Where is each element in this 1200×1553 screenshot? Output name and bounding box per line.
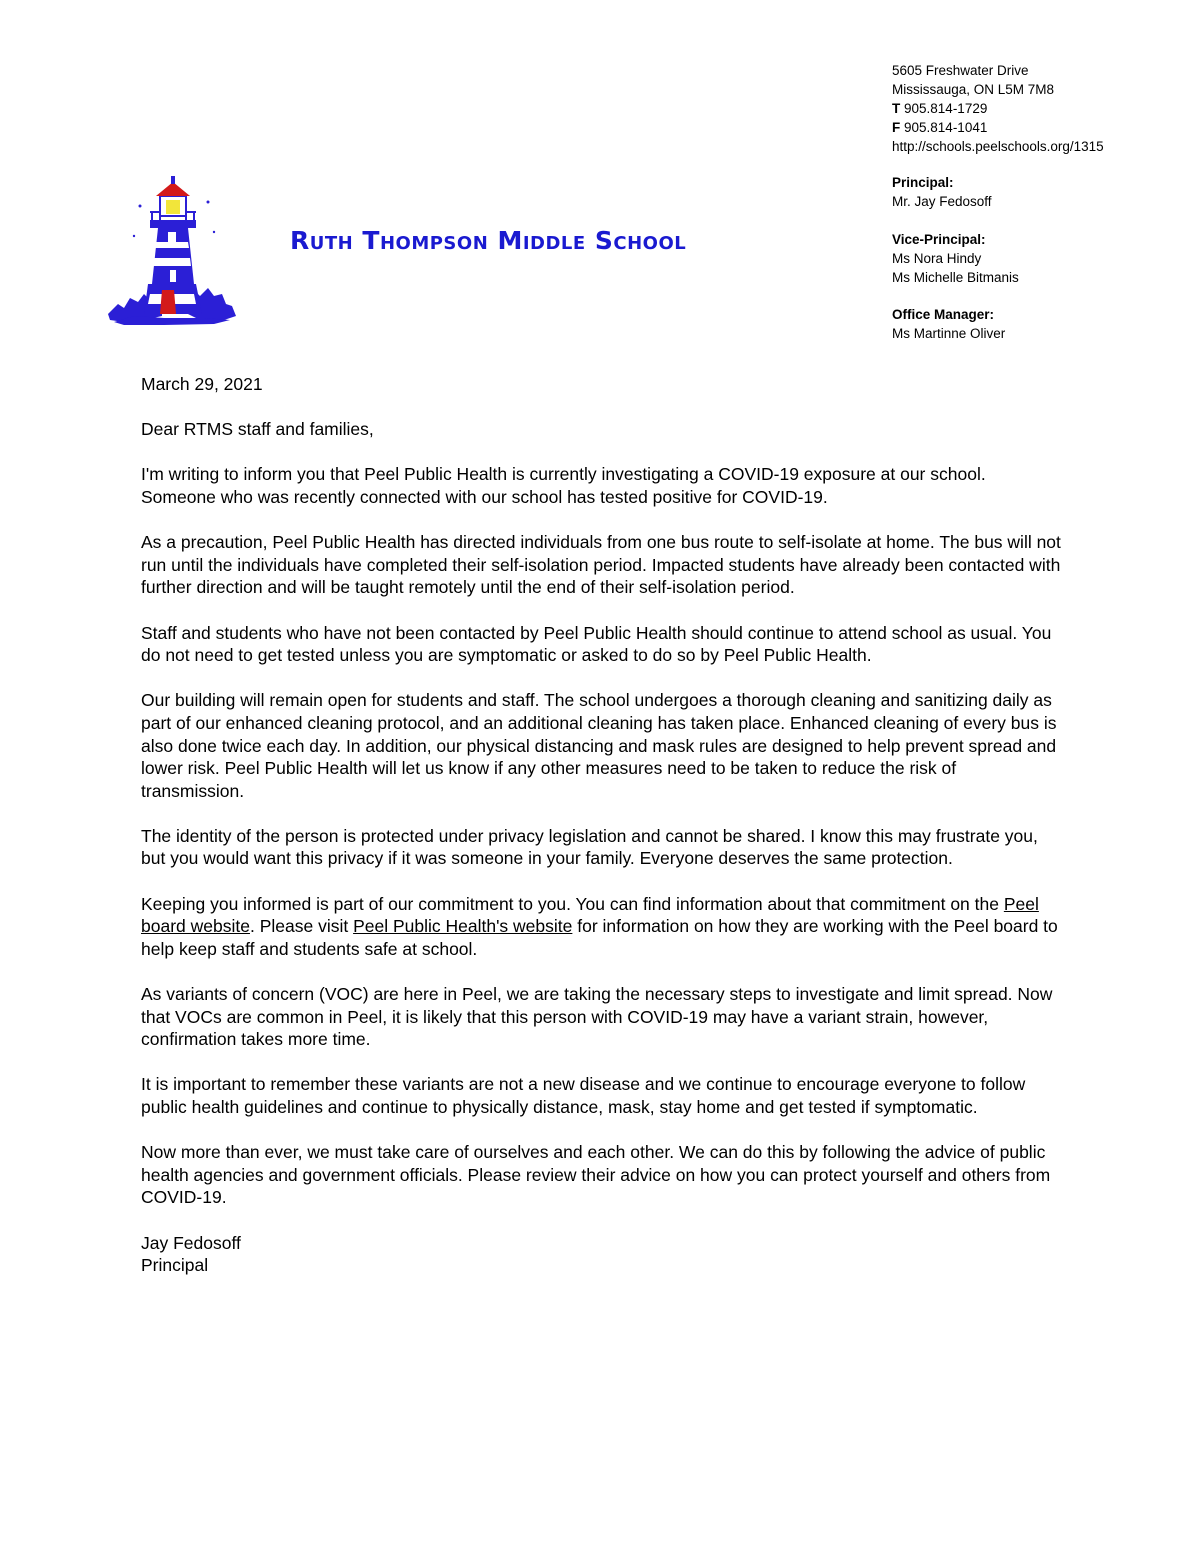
letter-date: March 29, 2021	[141, 374, 263, 394]
principal-role: Principal:	[892, 175, 954, 190]
p6-text-a: Keeping you informed is part of our commitment to you. You can find information about that commitment on the	[141, 893, 1004, 914]
letter-greeting: Dear RTMS staff and families,	[141, 419, 374, 440]
staff-principal	[892, 173, 992, 211]
peel-board-website-link[interactable]: Peel board website	[141, 893, 1039, 937]
paragraph-9: Now more than ever, we must take care of ourselves and each other. We can do this by following the advice of public health agencies and government officials. Please review their advice on how you can protect yourself and others from COVID-19.	[141, 1142, 1051, 1208]
paragraph-1: I'm writing to inform you that Peel Public Health is currently investigating a COVID-19 exposure at our school. Someone who was recently connected with our school has tested positive for COVID-19.	[141, 464, 986, 507]
principal-name: Mr. Jay Fedosoff	[892, 194, 992, 209]
lighthouse-logo	[104, 166, 240, 328]
p6-text-b: . Please visit	[249, 916, 354, 937]
staff-vice-principal	[892, 230, 1019, 287]
address-city: Mississauga, ON L5M 7M8	[892, 82, 1055, 97]
phone-label: T	[892, 101, 901, 116]
p6-text-c: for information on how they are working with the Peel board to help keep staff and students safe at school.	[141, 916, 1058, 959]
paragraph-7: As variants of concern (VOC) are here in Peel, we are taking the necessary steps to investigate and limit spread. Now that VOCs are common in Peel, it is likely that this person with COVID-19 may have a variant strain, however, confirmation takes more time.	[141, 984, 1053, 1050]
om-role: Office Manager:	[892, 307, 995, 322]
paragraph-4: Our building will remain open for students and staff. The school undergoes a thorough cleaning and sanitizing daily as part of our enhanced cleaning protocol, and an additional cleaning has taken place. Enhanced cleaning of every bus is also done twice each day. In addition, our physical distancing and mask rules are designed to help prevent spread and lower risk. Peel Public Health will let us know if any other measures need to be taken to reduce the risk of transmission.	[141, 690, 1057, 801]
letter-body	[141, 373, 1061, 1277]
paragraph-8: It is important to remember these variants are not a new disease and we continue to encourage everyone to follow public health guidelines and continue to physically distance, mask, stay home and get tested if symptomatic.	[141, 1074, 1026, 1117]
signature-block	[141, 1232, 1061, 1277]
signature-title: Principal	[141, 1255, 209, 1276]
peel-public-health-website-link[interactable]: Peel Public Health's website	[353, 916, 573, 937]
vp-name-1: Ms Nora Hindy	[892, 251, 982, 266]
paragraph-3: Staff and students who have not been contacted by Peel Public Health should continue to attend school as usual. You do not need to get tested unless you are symptomatic or asked to do so by Peel Public Health.	[141, 622, 1052, 666]
school-name: Ruth Thompson Middle School	[290, 226, 687, 255]
school-address	[892, 61, 1104, 156]
paragraph-5: The identity of the person is protected under privacy legislation and cannot be shared. I know this may frustrate you, but you would want this privacy if it was someone in your family. Everyone deserves the same protection.	[141, 825, 1038, 869]
paragraph-6	[141, 893, 1061, 961]
address-fax	[892, 118, 1104, 137]
school-website-url: http://schools.peelschools.org/1315	[892, 139, 1104, 154]
phone-number: 905.814-1729	[904, 101, 988, 116]
fax-label: F	[892, 120, 901, 135]
paragraph-2: As a precaution, Peel Public Health has directed individuals from one bus route to self-isolate at home. The bus will not run until the individuals have completed their self-isolation period. Impacted students have already been contacted with further direction and will be taught remotely until the end of their self-isolation period.	[141, 532, 1061, 598]
address-phone	[892, 99, 1104, 118]
om-name: Ms Martinne Oliver	[892, 326, 1006, 341]
signature-name: Jay Fedosoff	[141, 1232, 241, 1253]
staff-office-manager	[892, 305, 1005, 343]
address-street: 5605 Freshwater Drive	[892, 63, 1029, 78]
vp-role: Vice-Principal:	[892, 232, 986, 247]
fax-number: 905.814-1041	[904, 120, 988, 135]
vp-name-2: Ms Michelle Bitmanis	[892, 270, 1019, 285]
